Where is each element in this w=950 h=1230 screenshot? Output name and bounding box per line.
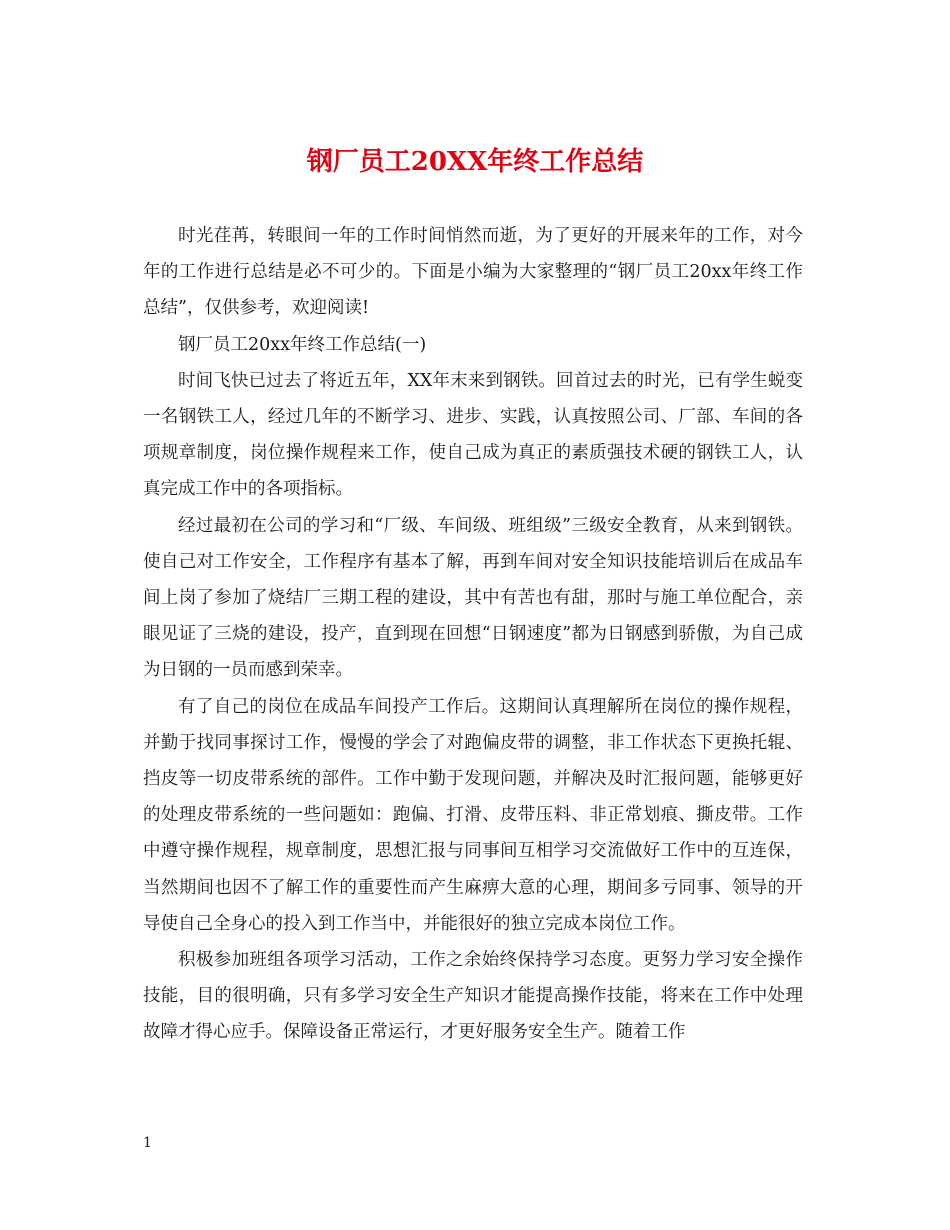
body-paragraph-2: 经过最初在公司的学习和“厂级、车间级、班组级”三级安全教育，从来到钢铁。使自己对工作安全，工作程序有基本了解，再到车间对安全知识技能培训后在成品车间上岗了参加了烧结厂三期工程的建设，其中有苦也有甜，那时与施工单位配合，亲眼见证了三烧的建设，投产，直到现在回想“日钢速度”都为日钢感到骄傲，为自己成为日钢的一员而感到荣幸。: [143, 515, 803, 681]
intro-paragraph: 时光荏苒，转眼间一年的工作时间悄然而逝，为了更好的开展来年的工作，对今年的工作进行总结是必不可少的。下面是小编为大家整理的“钢厂员工20xx年终工作总结”，仅供参考，欢迎阅读!: [143, 226, 803, 319]
page-number: 1: [143, 1135, 152, 1151]
section-heading: 钢厂员工20xx年终工作总结(一): [178, 334, 427, 355]
document-title: 钢厂员工20XX年终工作总结: [306, 147, 644, 177]
body-paragraph-3: 有了自己的岗位在成品车间投产工作后。这期间认真理解所在岗位的操作规程，并勤于找同事探讨工作，慢慢的学会了对跑偏皮带的调整，非工作状态下更换托辊、挡皮等一切皮带系统的部件。工作中勤于发现问题，并解决及时汇报问题，能够更好的处理皮带系统的一些问题如：跑偏、打滑、皮带压料、非正常划痕、撕皮带。工作中遵守操作规程，规章制度，思想汇报与同事间互相学习交流做好工作中的互连保，当然期间也因不了解工作的重要性而产生麻痹大意的心理，期间多亏同事、领导的开导使自己全身心的投入到工作当中，并能很好的独立完成本岗位工作。: [143, 696, 803, 934]
body-paragraph-4: 积极参加班组各项学习活动，工作之余始终保持学习态度。更努力学习安全操作技能，目的很明确，只有多学习安全生产知识才能提高操作技能，将来在工作中处理故障才得心应手。保障设备正常运行，才更好服务安全生产。随着工作: [143, 950, 803, 1043]
body-paragraph-1: 时间飞快已过去了将近五年，XX年末来到钢铁。回首过去的时光，已有学生蜕变一名钢铁工人，经过几年的不断学习、进步、实践，认真按照公司、厂部、车间的各项规章制度，岗位操作规程来工作，使自己成为真正的素质强技术硬的钢铁工人，认真完成工作中的各项指标。: [143, 370, 803, 500]
document-body: [143, 218, 803, 1051]
